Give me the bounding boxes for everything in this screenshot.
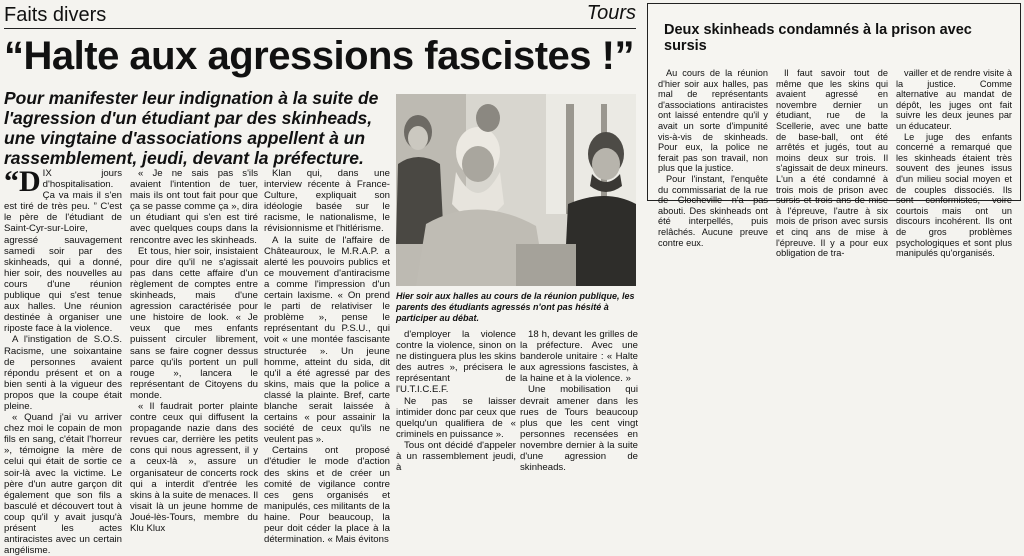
- paragraph: Ne pas se laisser intimider donc par ceux que quelqu'un qualifiera de « criminels en puissance ».: [396, 395, 516, 440]
- city-label: Tours: [586, 2, 636, 24]
- paragraph: Tous ont décidé d'appeler à un rassemblement jeudi, à: [396, 439, 516, 474]
- paragraph: « Quand j'ai vu arriver chez moi le copain de mon fils en sang, c'était l'horreur », témoigne la mère de celui qui était de sortie ce soir-là avec la victime. Le père d'un autre garçon dit également que son fils a basculé et découvert tout à coup qu'il y avait jusqu'à présent les actes antiracistes avec un certain angélisme.: [4, 412, 122, 556]
- sidebar-column-2: [776, 68, 888, 259]
- paragraph: « Je ne sais pas s'ils avaient l'intention de tuer, mais ils ont tout fait pour que ça se passe comme ça », dira un étudiant qui s'en est tiré avec quelques coups dans la rencontre avec les skinheads.: [130, 168, 258, 246]
- article-lead: Pour manifester leur indignation à la suite de l'agression d'un étudiant par des skinheads, une vingtaine d'associations appellent à un rassemblement, jeudi, devant la préfecture.: [4, 88, 379, 168]
- paragraph: Certains ont proposé d'étudier le mode d'action des skins et de créer un comité de vigilance contre ces gens organisés et manipulés, ces militants de la haine. Pour beaucoup, la peur doit céder la place à la détermination. « Mais évitons: [264, 445, 390, 546]
- paragraph: Il faut savoir tout de même que les skins qui avaient agressé en novembre dernier un étudiant, rue de la Scellerie, avec une batte de base-ball, ont été arrêtés et jugés, tout au moins deux sur trois. Il s'agissait de deux mineurs. L'un a été condamné à trois mois de prison avec sursis et trois ans de mise à l'épreuve, l'autre à six mois de prison avec sursis et cinq ans de mise à l'épreuve. Il y a pour eux obligation de tra-: [776, 68, 888, 259]
- paragraph: Au cours de la réunion d'hier soir aux halles, pas mal de représentants d'associations antiracistes ont laissé entendre qu'il y avait un sorte d'impunité vis-à-vis de skinheads. Pour eux, la police ne ferait pas son travail, non plus que la justice.: [658, 68, 768, 174]
- rubric-bar: [4, 2, 636, 29]
- article-column-4: [396, 329, 516, 473]
- paragraph: Le juge des enfants concerné a remarqué que les skinheads étaient très souvent des jeunes issus d'un milieu social moyen et de couples dissociés. Ils sont conformistes, voire courtois mais ont un discours incohérent. Ils ont de gros problèmes psychologiques et sont plus manipulés qu'organisés.: [896, 131, 1012, 259]
- paragraph: d'employer la violence contre la violence, sinon on ne distinguera plus les skins des autres », précisera le représentant de l'U.T.I.C.E.F.: [396, 329, 516, 396]
- paragraph: A la suite de l'affaire de Châteauroux, le M.R.A.P. a alerté les pouvoirs publics et ce mouvement d'antiracisme a comme l'impression d'un certain laxisme. « On prend le parti de relativiser le problème », pense le représentant du P.S.U., qui voit « une montée fascisante structurée ». Un jeune homme, atteint du sida, dit qu'il a été agressé par des skins, mais que la police a classé la plainte. Bref, carte blanche serait laissée à certains « pour assainir la société de ceux qu'ils ne veulent pas ».: [264, 234, 390, 446]
- news-photo: [396, 94, 636, 286]
- drop-cap: “D: [4, 165, 41, 198]
- sidebar-column-3: [896, 68, 1012, 259]
- paragraph: Une mobilisation qui devrait amener dans les rues de Tours beaucoup plus que les cent vingt personnes recensées en novembre dernier à la suite d'une agression de skinheads.: [520, 384, 638, 474]
- paragraph: vailler et de rendre visite à la justice. Comme alternative au mandat de dépôt, les juges ont fait suivre les deux jeunes par un éducateur.: [896, 68, 1012, 131]
- rubric-label: Faits divers: [4, 4, 107, 26]
- paragraph: A l'instigation de S.O.S. Racisme, une soixantaine de personnes avaient répondu présent et on a bien senti à la vigueur des propos que la coupe était pleine.: [4, 334, 122, 412]
- sidebar-article-box: [647, 3, 1021, 259]
- article-column-1: [4, 165, 122, 556]
- paragraph: Pour l'instant, l'enquête du commissariat de la rue de Clocheville n'a pas abouti. Des skinheads ont été interpellés, puis relâchés. Aucune preuve contre eux.: [658, 173, 768, 248]
- article-column-5: [520, 329, 638, 473]
- paragraph: 18 h, devant les grilles de la préfecture. Avec une banderole unitaire : « Halte aux agressions fascistes, à la haine et à la violence. »: [520, 329, 638, 385]
- article-column-2: [130, 168, 258, 534]
- sidebar-article-title: Deux skinheads condamnés à la prison avec sursis: [664, 22, 972, 54]
- headline: “Halte aux agressions fascistes !”: [4, 34, 634, 78]
- photo-illustration: [396, 94, 636, 286]
- article-column-3: [264, 168, 390, 545]
- sidebar-column-1: [658, 68, 768, 248]
- paragraph: Klan qui, dans une interview récente à France-Culture, expliquait son idéologie basée sur le racisme, le nationalisme, le révisionnisme et l'hitlérisme.: [264, 168, 390, 235]
- paragraph: Et tous, hier soir, insistaient pour dire qu'il ne s'agissait pas dans cette affaire d'un règlement de comptes entre skinheads, mais d'une agression caractérisée pour une histoire de look. « Je veux que mes enfants puissent circuler librement, sans se faire cogner dessus parce qu'ils portent un pull rouge », lancera le représentant de Citoyens du monde.: [130, 245, 258, 401]
- paragraph: “D IX jours d'hospitalisation. Ça va mais il s'en est tiré de très peu. ” C'est le père de l'étudiant de Saint-Cyr-sur-Loire, agressé sauvagement samedi soir par des skinheads, qui a donné, hier soir, des nouvelles au cours d'une réunion publique qui s'est tenue aux halles. Une réunion destinée à organiser une riposte face à la violence.: [4, 165, 122, 335]
- paragraph: « Il faudrait porter plainte contre ceux qui diffusent la propagande nazie dans des revues car, derrière les petits cons qui nous agressent, il y a ceux-là », assure un organisateur de concerts rock qui a interdit d'entrée les skins à la suite de menaces. Il visait là un jeune homme de Joué-lès-Tours, membre du Klu Klux: [130, 400, 258, 534]
- photo-caption: Hier soir aux halles au cours de la réunion publique, les parents des étudiants agressés n'ont pas hésité à participer au débat.: [396, 291, 635, 323]
